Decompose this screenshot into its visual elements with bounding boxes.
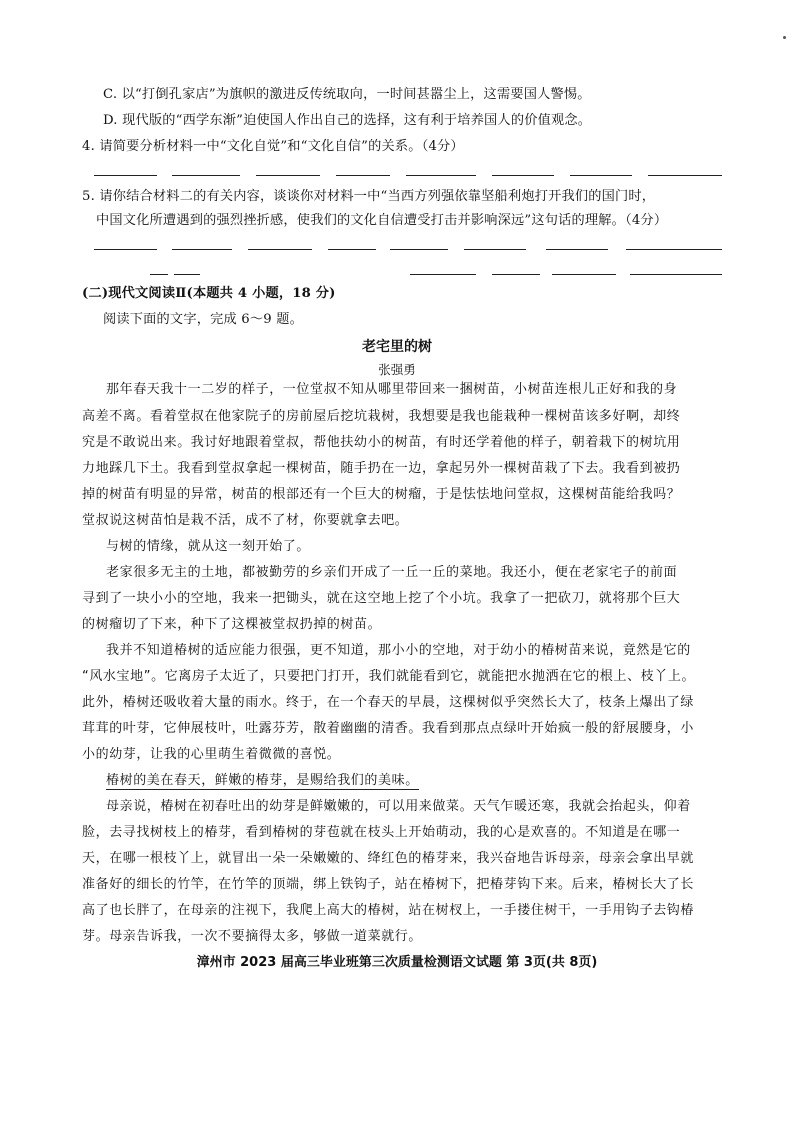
answer-line[interactable]	[464, 249, 526, 250]
answer-line[interactable]	[410, 274, 476, 275]
article-line: 堂叔说这树苗怕是栽不活，成不了材，你要就拿去吧。	[82, 513, 409, 528]
answer-line[interactable]	[492, 175, 554, 176]
article-line: 力地踩几下土。我看到堂叔拿起一棵树苗，随手扔在一边，拿起另外一棵树苗栽了下去。我看到被扔	[82, 461, 681, 476]
article-line: 高了也长胖了，在母亲的注视下，我爬上高大的椿树，站在树杈上，一手搂住树干，一手用钩子去钩椿	[82, 903, 695, 918]
answer-line[interactable]	[94, 175, 157, 176]
article-line: 高差不离。看着堂叔在他家院子的房前屋后挖坑栽树，我想要是我也能栽种一棵树苗该多好啊，却终	[82, 409, 681, 424]
section-instruction: 阅读下面的文字，完成 6～9 题。	[103, 312, 304, 327]
article-line: 芽。母亲告诉我，一次不要摘得太多，够做一道菜就行。	[82, 929, 423, 944]
article-line: 老家很多无主的土地，都被勤劳的乡亲们开成了一丘一丘的菜地。我还小，便在老家宅子的前面	[106, 565, 678, 580]
section-heading: (二)现代文阅读Ⅱ(本题共 4 小题，18 分)	[82, 286, 336, 301]
answer-line[interactable]	[492, 274, 540, 275]
article-line: 天，在哪一根枝丫上，就冒出一朵一朵嫩嫩的、绛红色的椿芽来，我兴奋地告诉母亲，母亲会拿出早就	[82, 851, 695, 866]
question-5-line2: 中国文化所遭遇到的强烈挫折感，使我们的文化自信遭受打击并影响深远”这句话的理解。（4分）	[96, 213, 668, 228]
article-line: 寻到了一块小小的空地，我来一把锄头，就在这空地上挖了个小坑。我拿了一把砍刀，就将那个巨大	[82, 591, 681, 606]
article-line: 此外，椿树还吸收着大量的雨水。终于，在一个春天的早晨，这棵树似乎突然长大了，枝条上爆出了绿	[82, 695, 695, 710]
scan-speck	[783, 36, 786, 39]
article-line: 那年春天我十一二岁的样子，一位堂叔不知从哪里带回来一捆树苗，小树苗连根儿正好和我的身	[106, 382, 678, 397]
answer-line[interactable]	[172, 249, 232, 250]
option-d: D. 现代版的“西学东渐”迫使国人作出自己的选择，这有利于培养国人的价值观念。	[103, 113, 592, 128]
answer-line[interactable]	[546, 249, 608, 250]
article-line: 母亲说，椿树在初春吐出的幼芽是鲜嫩嫩的，可以用来做菜。天气乍暖还寒，我就会抬起头，仰着	[106, 799, 691, 814]
article-line: “风水宝地”。它离房子太近了，只要把门打开，我们就能看到它，就能把水抛洒在它的根上、枝丫上。	[82, 669, 696, 684]
article-line: 掉的树苗有明显的异常，树苗的根部还有一个巨大的树瘤，于是怯怯地问堂叔，这棵树苗能给我吗？	[82, 487, 681, 502]
article-author: 张强勇	[378, 362, 416, 377]
answer-line[interactable]	[328, 249, 376, 250]
underlined-sentence: 椿树的美在春天，鲜嫩的椿芽，是赐给我们的美味。	[106, 773, 419, 788]
article-line: 茸茸的叶芽，它伸展枝叶，吐露芬芳，散着幽幽的清香。我看到那点点绿叶开始疯一般的舒展腰身，小	[82, 721, 695, 736]
answer-line[interactable]	[174, 274, 200, 275]
answer-line[interactable]	[172, 175, 240, 176]
question-4: 4. 请简要分析材料一中“文化自觉”和“文化自信”的关系。（4分）	[82, 139, 464, 154]
article-title: 老宅里的树	[362, 339, 432, 355]
option-c: C. 以“打倒孔家店”为旗帜的激进反传统取向，一时间甚嚣尘上，这需要国人警惕。	[103, 87, 591, 102]
page-footer: 漳州市 2023 届高三毕业班第三次质量检测语文试题 第 3页(共 8页)	[196, 955, 598, 970]
article-line-underlined	[106, 772, 419, 790]
answer-line[interactable]	[406, 175, 476, 176]
article-line: 准备好的细长的竹竿，在竹竿的顶端，绑上铁钩子，站在椿树下，把椿芽钩下来。后来，椿树长大了长	[82, 877, 695, 892]
answer-line[interactable]	[570, 175, 632, 176]
article-line: 究是不敢说出来。我讨好地跟着堂叔，帮他扶幼小的树苗，有时还学着他的样子，朝着栽下的树坑用	[82, 435, 681, 450]
article-line: 小的幼芽，让我的心里萌生着微微的喜悦。	[82, 747, 341, 762]
answer-line[interactable]	[248, 249, 312, 250]
article-line: 与树的情缘，就从这一刻开始了。	[106, 539, 311, 554]
answer-line[interactable]	[256, 175, 320, 176]
answer-line[interactable]	[150, 274, 168, 275]
answer-line[interactable]	[648, 175, 722, 176]
article-line: 我并不知道椿树的适应能力很强，更不知道，那小小的空地，对于幼小的椿树苗来说，竟然是它的	[106, 643, 691, 658]
answer-line[interactable]	[94, 249, 157, 250]
answer-line[interactable]	[626, 249, 722, 250]
question-5-line1: 5. 请你结合材料二的有关内容，谈谈你对材料一中“当西方列强依靠坚船利炮打开我们的国门时，	[82, 189, 656, 204]
answer-line[interactable]	[630, 274, 722, 275]
answer-line[interactable]	[552, 274, 616, 275]
answer-line[interactable]	[336, 175, 390, 176]
answer-line[interactable]	[390, 249, 448, 250]
article-line: 的树瘤切了下来，种下了这棵被堂叔扔掉的树苗。	[82, 617, 382, 632]
article-line: 脸，去寻找树枝上的椿芽，看到椿树的芽苞就在枝头上开始萌动，我的心是欢喜的。不知道是在哪一	[82, 825, 681, 840]
